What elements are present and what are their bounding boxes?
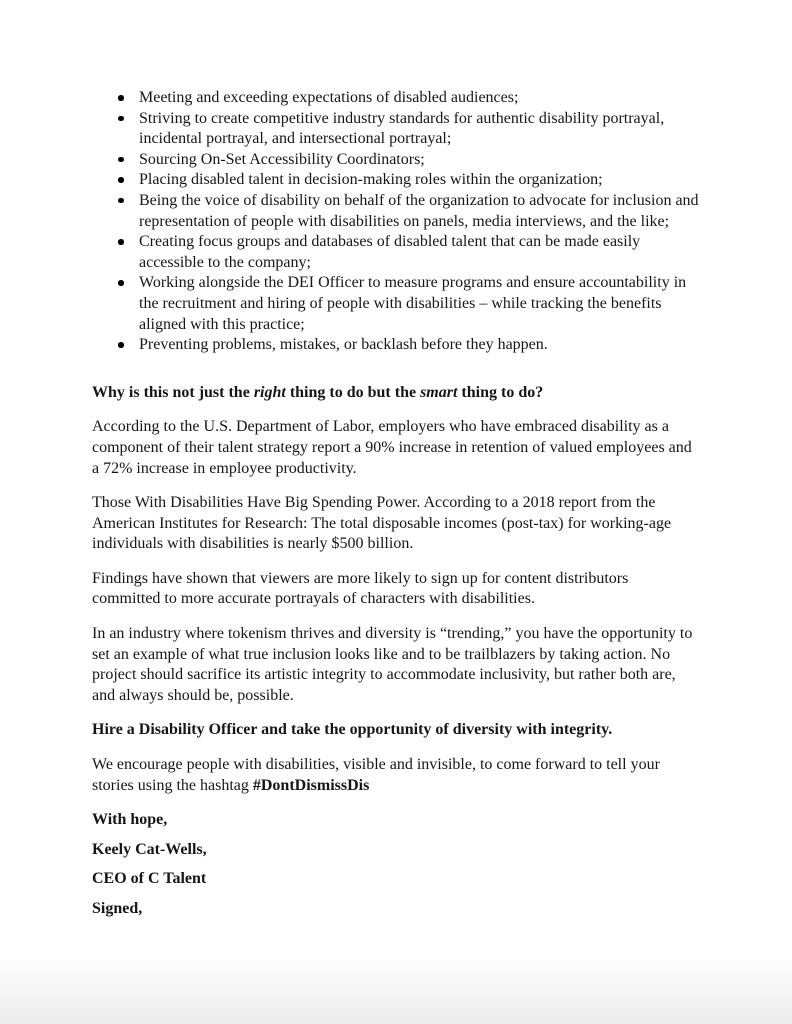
bullet-item: Working alongside the DEI Officer to measure programs and ensure accountability in the recruitment and hiring of people with disabilities – while tracking the benefits aligned with this practice; <box>139 273 700 335</box>
signature-line-name: Keely Cat-Wells, <box>92 840 207 858</box>
paragraph-encourage-hashtag <box>92 755 700 796</box>
encourage-text: We encourage people with disabilities, visible and invisible, to come forward to tell your stories using the hashtag <box>92 756 660 794</box>
responsibilities-bullet-list <box>92 88 700 356</box>
hashtag-dontdismissdis: #DontDismissDis <box>252 776 370 794</box>
bullet-item: Creating focus groups and databases of disabled talent that can be made easily accessible to the company; <box>139 232 700 273</box>
why-heading-segment: thing to do but the <box>285 383 421 401</box>
signature-line-signed: Signed, <box>92 900 143 917</box>
paragraph-spending-power: Those With Disabilities Have Big Spending Power. According to a 2018 report from the American Institutes for Research: The total disposable incomes (post-tax) for working-age individuals with disabilities is nearly $500 billion. <box>92 494 672 553</box>
why-smart-heading <box>92 383 700 404</box>
signature-line-title: CEO of C Talent <box>92 870 207 888</box>
paragraph-findings: Findings have shown that viewers are more likely to sign up for content distributors committed to more accurate portrayals of characters with disabilities. <box>92 569 629 608</box>
page-bottom-shadow <box>0 954 792 1024</box>
bullet-item: Meeting and exceeding expectations of disabled audiences; <box>139 88 700 109</box>
bullet-item: Placing disabled talent in decision-making roles within the organization; <box>139 170 700 191</box>
document-page <box>92 88 700 929</box>
bullet-item: Striving to create competitive industry standards for authentic disability portrayal, incidental portrayal, and intersectional portrayal; <box>139 109 700 150</box>
hire-officer-heading: Hire a Disability Officer and take the opportunity of diversity with integrity. <box>92 721 613 739</box>
bullet-item: Being the voice of disability on behalf of the organization to advocate for inclusion and representation of people with disabilities on panels, media interviews, and the like; <box>139 191 700 232</box>
why-heading-italic-right: right <box>253 383 286 401</box>
paragraph-labor-stats: According to the U.S. Department of Labor, employers who have embraced disability as a component of their talent strategy report a 90% increase in retention of valued employees and a 72% increase in employee productivity. <box>92 418 692 477</box>
why-heading-segment: thing to do? <box>457 383 544 401</box>
signature-block <box>92 810 700 919</box>
paragraph-industry-tokenism: In an industry where tokenism thrives and diversity is “trending,” you have the opportunity to set an example of what true inclusion looks like and to be trailblazers by taking action. No project should sacrifice its artistic integrity to accommodate inclusivity, but rather both are, and always should be, possible. <box>92 625 693 704</box>
bullet-item: Preventing problems, mistakes, or backlash before they happen. <box>139 335 700 356</box>
bullet-item: Sourcing On-Set Accessibility Coordinators; <box>139 150 700 171</box>
why-heading-italic-smart: smart <box>420 383 458 401</box>
signature-line-with-hope: With hope, <box>92 811 168 829</box>
why-heading-segment: Why is this not just the <box>92 383 254 401</box>
